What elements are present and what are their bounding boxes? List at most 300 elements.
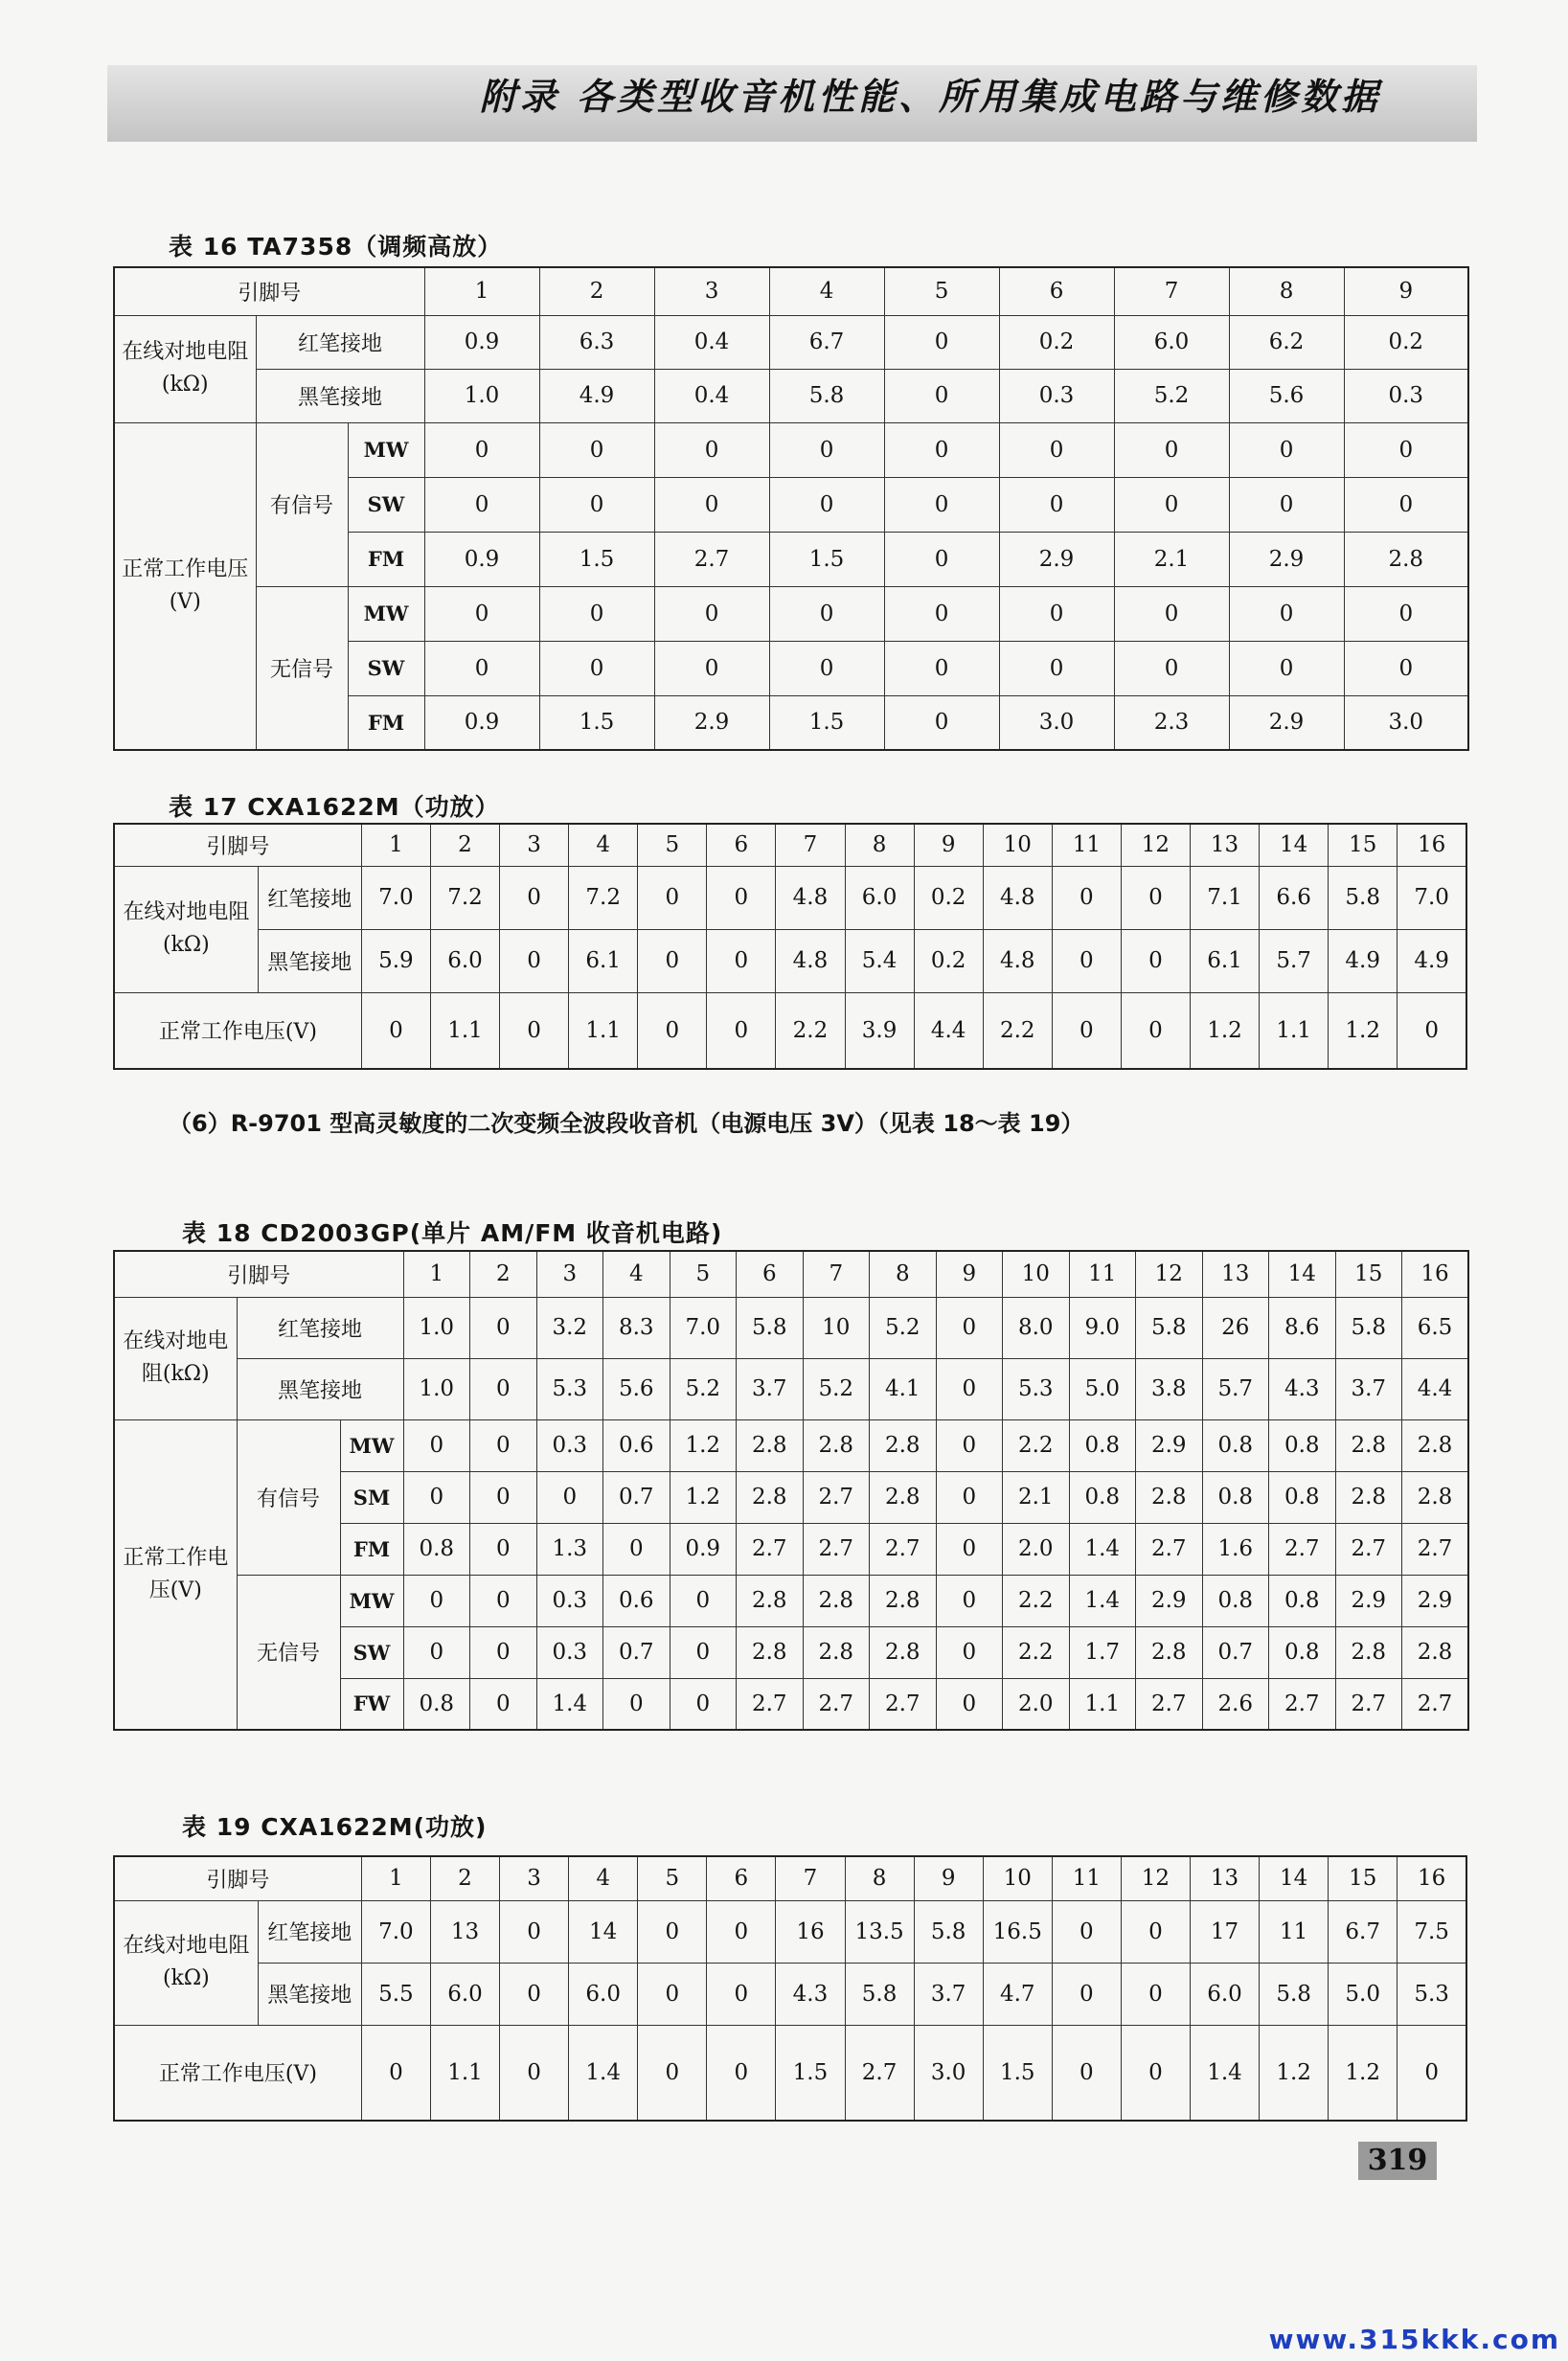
table-cell: 0 — [1121, 2025, 1190, 2121]
table-cell: 0 — [1344, 422, 1468, 477]
table-cell: 0.8 — [1269, 1575, 1336, 1626]
table-cell: 2.9 — [654, 695, 769, 750]
resistance-group-label: 在线对地电阻(kΩ) — [114, 315, 256, 422]
table19 — [113, 1855, 1467, 2122]
pin-number: 14 — [1269, 1251, 1336, 1297]
band-label: MW — [348, 422, 424, 477]
table-cell: 2.8 — [1402, 1471, 1469, 1523]
table-cell: 0 — [1114, 586, 1229, 641]
table-cell: 2.9 — [1229, 532, 1344, 586]
table-cell: 0 — [500, 929, 569, 992]
table-cell: 0 — [424, 641, 539, 695]
black-probe-label: 黑笔接地 — [237, 1358, 403, 1419]
table-cell: 1.0 — [424, 369, 539, 422]
table-cell: 1.0 — [403, 1358, 470, 1419]
table-cell: 0 — [769, 477, 884, 532]
table-cell: 2.7 — [1335, 1523, 1402, 1575]
table-cell: 0 — [670, 1678, 737, 1730]
pin-number: 11 — [1052, 824, 1121, 866]
table-cell: 5.6 — [603, 1358, 670, 1419]
table-cell: 0 — [500, 992, 569, 1069]
table-cell: 0 — [470, 1419, 537, 1471]
band-label: FM — [340, 1523, 403, 1575]
table-cell: 5.0 — [1329, 1963, 1398, 2025]
table-cell: 0 — [470, 1471, 537, 1523]
table-cell: 0 — [769, 422, 884, 477]
pin-number: 5 — [884, 267, 999, 315]
table-row — [114, 929, 1466, 992]
table-row — [114, 1856, 1466, 1900]
table-cell: 1.5 — [769, 532, 884, 586]
pin-number: 8 — [845, 1856, 914, 1900]
pin-number: 10 — [983, 1856, 1052, 1900]
table-row — [114, 1419, 1468, 1471]
table16 — [113, 266, 1469, 751]
resistance-group-label: 在线对地电阻(kΩ) — [114, 1900, 258, 2025]
table-cell: 6.1 — [1190, 929, 1259, 992]
table-cell: 2.1 — [1003, 1471, 1070, 1523]
table-cell: 8.0 — [1003, 1297, 1070, 1358]
table-cell: 0 — [654, 641, 769, 695]
table-cell: 6.0 — [1114, 315, 1229, 369]
pin-number: 2 — [539, 267, 654, 315]
table-row — [114, 2025, 1466, 2121]
voltage-label: 正常工作电压(V) — [114, 992, 361, 1069]
band-label: SW — [340, 1626, 403, 1678]
pin-number: 14 — [1260, 1856, 1329, 1900]
table-cell: 7.1 — [1190, 866, 1259, 929]
table-cell: 0 — [936, 1626, 1003, 1678]
table-cell: 5.6 — [1229, 369, 1344, 422]
table-cell: 1.2 — [670, 1471, 737, 1523]
table-cell: 0.8 — [403, 1678, 470, 1730]
table-cell: 1.5 — [983, 2025, 1052, 2121]
table-cell: 0.3 — [1344, 369, 1468, 422]
table-cell: 0 — [884, 422, 999, 477]
table-cell: 2.7 — [1402, 1523, 1469, 1575]
pin-number: 7 — [1114, 267, 1229, 315]
pin-number: 4 — [569, 1856, 638, 1900]
table-cell: 0 — [1229, 477, 1344, 532]
voltage-label: 正常工作电压(V) — [114, 2025, 361, 2121]
table-cell: 2.7 — [737, 1678, 804, 1730]
table-cell: 0 — [361, 2025, 430, 2121]
table-cell: 0 — [361, 992, 430, 1069]
table-cell: 6.0 — [430, 1963, 499, 2025]
table18-caption: 表 18 CD2003GP(单片 AM/FM 收音机电路) — [182, 1219, 723, 1247]
table-cell: 0.3 — [536, 1575, 603, 1626]
table-cell: 0.7 — [603, 1626, 670, 1678]
table16-caption: 表 16 TA7358（调频高放） — [169, 233, 503, 261]
table-cell: 2.7 — [1269, 1678, 1336, 1730]
band-label: SW — [348, 641, 424, 695]
table-cell: 0 — [769, 586, 884, 641]
table-cell: 0.2 — [914, 929, 983, 992]
table-row — [114, 422, 1468, 477]
watermark-url: www.315kkk.com — [1268, 2324, 1560, 2355]
table-cell: 1.2 — [1329, 992, 1398, 1069]
table-cell: 13.5 — [845, 1900, 914, 1963]
table17-caption: 表 17 CXA1622M（功放） — [169, 793, 500, 821]
table-cell: 0.6 — [603, 1419, 670, 1471]
table-cell: 0 — [1114, 422, 1229, 477]
table-cell: 0.4 — [654, 369, 769, 422]
pin-number: 12 — [1121, 1856, 1190, 1900]
table-cell: 0.9 — [670, 1523, 737, 1575]
table-cell: 0 — [1344, 477, 1468, 532]
table-cell: 1.2 — [670, 1419, 737, 1471]
table-cell: 0 — [403, 1471, 470, 1523]
black-probe-label: 黑笔接地 — [256, 369, 424, 422]
table-cell: 0.8 — [1069, 1471, 1136, 1523]
table-cell: 0 — [670, 1575, 737, 1626]
table-cell: 2.0 — [1003, 1523, 1070, 1575]
page-number: 319 — [1358, 2142, 1437, 2180]
table-cell: 0 — [884, 641, 999, 695]
pin-number: 13 — [1190, 824, 1259, 866]
table-cell: 0 — [403, 1419, 470, 1471]
table-cell: 2.8 — [1136, 1471, 1203, 1523]
table-cell: 0 — [1344, 586, 1468, 641]
resistance-group-label: 在线对地电阻(kΩ) — [114, 866, 258, 992]
table-cell: 0.9 — [424, 532, 539, 586]
pin-number: 6 — [737, 1251, 804, 1297]
table-cell: 2.7 — [803, 1523, 870, 1575]
table-cell: 4.4 — [914, 992, 983, 1069]
table-cell: 0 — [1121, 992, 1190, 1069]
table-row — [114, 315, 1468, 369]
pin-number-header: 引脚号 — [114, 1251, 403, 1297]
table-cell: 1.1 — [1069, 1678, 1136, 1730]
table-cell: 0 — [1398, 2025, 1466, 2121]
pin-number: 11 — [1052, 1856, 1121, 1900]
table-cell: 0.3 — [536, 1419, 603, 1471]
table-cell: 2.0 — [1003, 1678, 1070, 1730]
table-cell: 4.8 — [776, 929, 845, 992]
pin-number: 6 — [707, 824, 776, 866]
table-row — [114, 1575, 1468, 1626]
band-label: SM — [340, 1471, 403, 1523]
table-cell: 0.8 — [1269, 1626, 1336, 1678]
pin-number: 9 — [914, 824, 983, 866]
table-cell: 1.1 — [430, 992, 499, 1069]
table-cell: 0 — [999, 477, 1114, 532]
table-cell: 0 — [707, 1900, 776, 1963]
table-cell: 0 — [1052, 992, 1121, 1069]
pin-number: 4 — [769, 267, 884, 315]
table-cell: 0 — [603, 1678, 670, 1730]
table-cell: 1.4 — [1069, 1523, 1136, 1575]
table-cell: 0 — [638, 1963, 707, 2025]
table-cell: 2.9 — [1335, 1575, 1402, 1626]
black-probe-label: 黑笔接地 — [258, 1963, 361, 2025]
table-cell: 0 — [1121, 1963, 1190, 2025]
table-cell: 0 — [500, 866, 569, 929]
pin-number: 7 — [803, 1251, 870, 1297]
table-cell: 14 — [569, 1900, 638, 1963]
table-cell: 0.8 — [1269, 1419, 1336, 1471]
table-cell: 0 — [1229, 422, 1344, 477]
table-cell: 0 — [603, 1523, 670, 1575]
pin-number-header: 引脚号 — [114, 267, 424, 315]
table-cell: 0 — [1052, 929, 1121, 992]
table-cell: 4.8 — [983, 866, 1052, 929]
pin-number-header: 引脚号 — [114, 1856, 361, 1900]
table-cell: 0 — [884, 532, 999, 586]
table-cell: 2.8 — [803, 1419, 870, 1471]
pin-number: 2 — [430, 1856, 499, 1900]
table-cell: 0 — [638, 2025, 707, 2121]
table-cell: 5.3 — [1003, 1358, 1070, 1419]
table-cell: 0.9 — [424, 315, 539, 369]
pin-number: 2 — [470, 1251, 537, 1297]
table-cell: 0.6 — [603, 1575, 670, 1626]
table-cell: 0 — [1229, 641, 1344, 695]
table-cell: 2.1 — [1114, 532, 1229, 586]
table-cell: 0 — [638, 866, 707, 929]
pin-number: 13 — [1202, 1251, 1269, 1297]
table-cell: 6.0 — [569, 1963, 638, 2025]
table-cell: 0 — [936, 1419, 1003, 1471]
pin-number: 14 — [1260, 824, 1329, 866]
table-cell: 3.7 — [737, 1358, 804, 1419]
table-row — [114, 586, 1468, 641]
table-cell: 0 — [884, 477, 999, 532]
table17 — [113, 823, 1467, 1070]
table-cell: 0 — [884, 695, 999, 750]
red-probe-label: 红笔接地 — [256, 315, 424, 369]
table-cell: 0.8 — [1202, 1575, 1269, 1626]
pin-number: 2 — [430, 824, 499, 866]
table19-caption: 表 19 CXA1622M(功放) — [182, 1813, 488, 1841]
with-signal-label: 有信号 — [237, 1419, 340, 1575]
table-cell: 0 — [424, 422, 539, 477]
table-cell: 1.0 — [403, 1297, 470, 1358]
header-band — [107, 65, 1477, 142]
table-cell: 16.5 — [983, 1900, 1052, 1963]
pin-number: 1 — [403, 1251, 470, 1297]
table-cell: 1.4 — [1190, 2025, 1259, 2121]
table-cell: 0 — [707, 2025, 776, 2121]
pin-number-header: 引脚号 — [114, 824, 361, 866]
table-cell: 0 — [654, 477, 769, 532]
table-cell: 2.9 — [1229, 695, 1344, 750]
table-cell: 5.2 — [670, 1358, 737, 1419]
pin-number: 1 — [361, 1856, 430, 1900]
table-cell: 0 — [884, 369, 999, 422]
table-cell: 5.8 — [914, 1900, 983, 1963]
table-cell: 5.3 — [536, 1358, 603, 1419]
table-cell: 0 — [1052, 1900, 1121, 1963]
table-cell: 2.2 — [1003, 1626, 1070, 1678]
table-cell: 2.8 — [1136, 1626, 1203, 1678]
table-row — [114, 1963, 1466, 2025]
table-cell: 0.8 — [1069, 1419, 1136, 1471]
pin-number: 8 — [870, 1251, 937, 1297]
pin-number: 1 — [424, 267, 539, 315]
table-cell: 0 — [1121, 866, 1190, 929]
table-cell: 26 — [1202, 1297, 1269, 1358]
table-cell: 0.8 — [1202, 1471, 1269, 1523]
pin-number: 4 — [569, 824, 638, 866]
table-cell: 5.9 — [361, 929, 430, 992]
table-cell: 16 — [776, 1900, 845, 1963]
red-probe-label: 红笔接地 — [258, 866, 361, 929]
with-signal-label: 有信号 — [256, 422, 348, 586]
table-cell: 0 — [470, 1678, 537, 1730]
table-cell: 1.2 — [1190, 992, 1259, 1069]
table-cell: 0 — [500, 2025, 569, 2121]
table-cell: 0.8 — [403, 1523, 470, 1575]
table-cell: 0 — [654, 422, 769, 477]
table-cell: 1.5 — [776, 2025, 845, 2121]
pin-number: 4 — [603, 1251, 670, 1297]
table-cell: 0 — [707, 866, 776, 929]
table-cell: 5.8 — [1329, 866, 1398, 929]
band-label: FM — [348, 532, 424, 586]
table-cell: 3.7 — [1335, 1358, 1402, 1419]
table-cell: 5.5 — [361, 1963, 430, 2025]
table-cell: 6.5 — [1402, 1297, 1469, 1358]
table-cell: 2.8 — [803, 1575, 870, 1626]
table-cell: 0 — [670, 1626, 737, 1678]
table-cell: 2.8 — [1402, 1419, 1469, 1471]
table18 — [113, 1250, 1469, 1731]
table-cell: 1.1 — [430, 2025, 499, 2121]
table-cell: 1.4 — [1069, 1575, 1136, 1626]
table-cell: 0 — [936, 1297, 1003, 1358]
table-cell: 1.1 — [569, 992, 638, 1069]
table-cell: 2.9 — [999, 532, 1114, 586]
running-header: 附录 各类型收音机性能、所用集成电路与维修数据 — [479, 75, 1381, 118]
table-cell: 2.7 — [803, 1471, 870, 1523]
table-row — [114, 369, 1468, 422]
table-cell: 1.2 — [1329, 2025, 1398, 2121]
table-row — [114, 824, 1466, 866]
table-cell: 0 — [707, 992, 776, 1069]
table-cell: 5.4 — [845, 929, 914, 992]
table-cell: 0 — [470, 1626, 537, 1678]
pin-number: 7 — [776, 824, 845, 866]
table-cell: 1.5 — [539, 532, 654, 586]
table-cell: 0 — [470, 1523, 537, 1575]
table-cell: 1.3 — [536, 1523, 603, 1575]
table-cell: 3.8 — [1136, 1358, 1203, 1419]
table-cell: 3.0 — [914, 2025, 983, 2121]
table-cell: 5.2 — [1114, 369, 1229, 422]
pin-number: 3 — [500, 824, 569, 866]
table-cell: 0 — [1344, 641, 1468, 695]
table-cell: 6.3 — [539, 315, 654, 369]
black-probe-label: 黑笔接地 — [258, 929, 361, 992]
table-cell: 0 — [470, 1575, 537, 1626]
band-label: MW — [348, 586, 424, 641]
table-row — [114, 1297, 1468, 1358]
table-cell: 0 — [654, 586, 769, 641]
table-cell: 2.7 — [870, 1678, 937, 1730]
table-cell: 0 — [936, 1575, 1003, 1626]
table-cell: 0.2 — [914, 866, 983, 929]
table-row — [114, 992, 1466, 1069]
table-cell: 5.8 — [1335, 1297, 1402, 1358]
pin-number: 16 — [1398, 824, 1466, 866]
table-cell: 6.7 — [769, 315, 884, 369]
pin-number: 1 — [361, 824, 430, 866]
table-cell: 7.0 — [361, 1900, 430, 1963]
table-cell: 2.7 — [845, 2025, 914, 2121]
table-cell: 0 — [707, 1963, 776, 2025]
table-row — [114, 1900, 1466, 1963]
table-cell: 6.2 — [1229, 315, 1344, 369]
table-cell: 2.8 — [870, 1419, 937, 1471]
table-cell: 6.7 — [1329, 1900, 1398, 1963]
table-cell: 0 — [1114, 641, 1229, 695]
table-cell: 1.1 — [1260, 992, 1329, 1069]
pin-number: 15 — [1329, 1856, 1398, 1900]
table-cell: 0 — [424, 586, 539, 641]
table-cell: 3.2 — [536, 1297, 603, 1358]
table-cell: 0.2 — [999, 315, 1114, 369]
table-cell: 2.8 — [1335, 1626, 1402, 1678]
table-cell: 5.2 — [870, 1297, 937, 1358]
table-cell: 7.0 — [670, 1297, 737, 1358]
table-cell: 2.9 — [1136, 1419, 1203, 1471]
table-cell: 13 — [430, 1900, 499, 1963]
table-cell: 2.3 — [1114, 695, 1229, 750]
table-cell: 0 — [403, 1575, 470, 1626]
pin-number: 3 — [654, 267, 769, 315]
table-cell: 0.2 — [1344, 315, 1468, 369]
pin-number: 3 — [500, 1856, 569, 1900]
table-cell: 7.5 — [1398, 1900, 1466, 1963]
table-cell: 2.8 — [737, 1471, 804, 1523]
table-cell: 2.8 — [737, 1626, 804, 1678]
table-cell: 6.1 — [569, 929, 638, 992]
table-cell: 8.6 — [1269, 1297, 1336, 1358]
table-row — [114, 1358, 1468, 1419]
table-cell: 0 — [1229, 586, 1344, 641]
table-cell: 0 — [539, 477, 654, 532]
table-cell: 2.8 — [1402, 1626, 1469, 1678]
band-label: MW — [340, 1419, 403, 1471]
table-cell: 2.7 — [1269, 1523, 1336, 1575]
pin-number: 5 — [638, 1856, 707, 1900]
table-cell: 2.8 — [870, 1471, 937, 1523]
table-cell: 0 — [936, 1358, 1003, 1419]
band-label: SW — [348, 477, 424, 532]
table-cell: 2.8 — [737, 1575, 804, 1626]
table-cell: 1.5 — [539, 695, 654, 750]
table-cell: 5.0 — [1069, 1358, 1136, 1419]
table-cell: 2.2 — [1003, 1419, 1070, 1471]
table-cell: 3.0 — [999, 695, 1114, 750]
table-cell: 0 — [638, 1900, 707, 1963]
table-cell: 0 — [536, 1471, 603, 1523]
table-cell: 0 — [1114, 477, 1229, 532]
red-probe-label: 红笔接地 — [258, 1900, 361, 1963]
table-cell: 0 — [1121, 929, 1190, 992]
table-cell: 1.2 — [1260, 2025, 1329, 2121]
pin-number: 5 — [670, 1251, 737, 1297]
table-cell: 2.8 — [870, 1575, 937, 1626]
table-cell: 2.7 — [1402, 1678, 1469, 1730]
table-cell: 0.7 — [1202, 1626, 1269, 1678]
table-row — [114, 1251, 1468, 1297]
band-label: MW — [340, 1575, 403, 1626]
table-cell: 5.2 — [803, 1358, 870, 1419]
table-cell: 0 — [1121, 1900, 1190, 1963]
pin-number: 3 — [536, 1251, 603, 1297]
